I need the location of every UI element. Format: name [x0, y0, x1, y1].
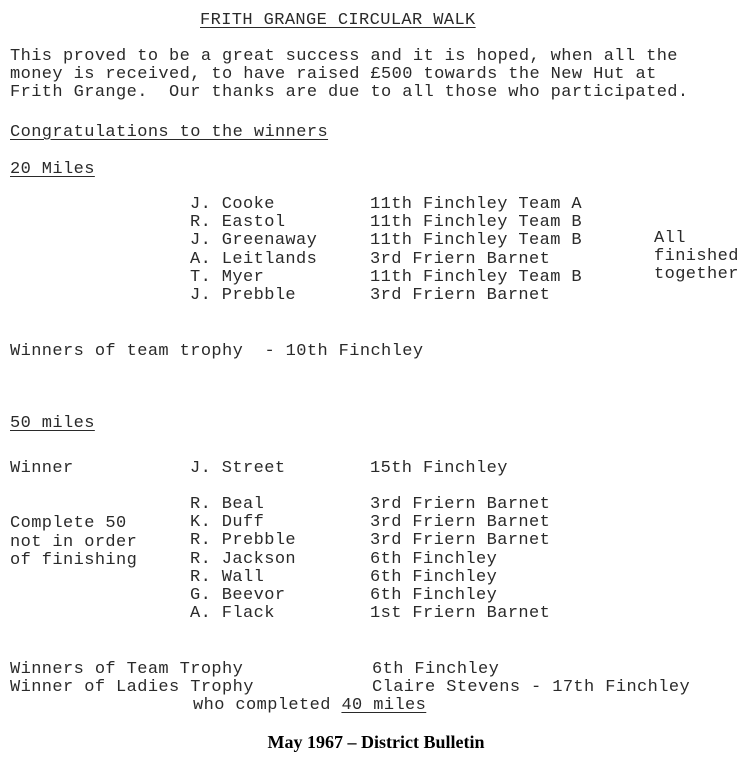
- finisher-name: R. Beal: [190, 495, 265, 514]
- finisher-name: R. Prebble: [190, 531, 297, 550]
- winner-team: 15th Finchley: [370, 459, 508, 478]
- finisher-team: 6th Finchley: [370, 586, 498, 605]
- fifty-miles-heading: 50 miles: [10, 414, 95, 433]
- finisher-team: 6th Finchley: [370, 568, 498, 587]
- ladies-trophy-value: Claire Stevens - 17th Finchley: [372, 678, 691, 697]
- intro-line-2: money is received, to have raised £500 towards the New Hut at: [10, 65, 657, 84]
- finisher-team: 3rd Friern Barnet: [370, 495, 551, 514]
- finisher-name: R. Jackson: [190, 550, 297, 569]
- finisher-team: 3rd Friern Barnet: [370, 286, 551, 305]
- finisher-name: R. Eastol: [190, 213, 286, 232]
- finisher-name: A. Flack: [190, 604, 275, 623]
- twenty-miles-heading: 20 Miles: [10, 160, 95, 179]
- finisher-team: 11th Finchley Team A: [370, 195, 583, 214]
- finisher-name: J. Cooke: [190, 195, 275, 214]
- finisher-team: 3rd Friern Barnet: [370, 531, 551, 550]
- finisher-name: R. Wall: [190, 568, 265, 587]
- finisher-name: G. Beevor: [190, 586, 286, 605]
- finisher-name: J. Greenaway: [190, 231, 318, 250]
- finished-together-note-1: All: [654, 229, 686, 248]
- team-trophy-label: Winners of Team Trophy: [10, 660, 244, 679]
- finished-together-note-3: together: [654, 265, 739, 284]
- ladies-note-miles: 40 miles: [341, 696, 427, 715]
- winner-name: J. Street: [190, 459, 286, 478]
- finished-together-note-2: finished: [654, 247, 739, 266]
- bulletin-caption: May 1967 – District Bulletin: [267, 732, 485, 752]
- winner-label: Winner: [10, 459, 74, 478]
- finisher-team: 11th Finchley Team B: [370, 213, 583, 232]
- finisher-name: A. Leitlands: [190, 250, 318, 269]
- complete-label-3: of finishing: [10, 551, 138, 570]
- ladies-trophy-note: [193, 697, 426, 715]
- complete-label-2: not in order: [10, 533, 138, 552]
- finisher-team: 1st Friern Barnet: [370, 604, 551, 623]
- twenty-miles-team-trophy: Winners of team trophy - 10th Finchley: [10, 342, 424, 361]
- intro-line-3: Frith Grange. Our thanks are due to all those who participated.: [10, 83, 689, 102]
- intro-line-1: This proved to be a great success and it is hoped, when all the: [10, 47, 678, 66]
- finisher-team: 3rd Friern Barnet: [370, 513, 551, 532]
- page-title: FRITH GRANGE CIRCULAR WALK: [200, 11, 476, 30]
- team-trophy-value: 6th Finchley: [372, 660, 500, 679]
- finisher-team: 3rd Friern Barnet: [370, 250, 551, 269]
- finisher-name: T. Myer: [190, 268, 265, 287]
- finisher-team: 11th Finchley Team B: [370, 268, 583, 287]
- finisher-name: J. Prebble: [190, 286, 297, 305]
- congratulations-heading: Congratulations to the winners: [10, 123, 329, 142]
- finisher-team: 6th Finchley: [370, 550, 498, 569]
- finisher-name: K. Duff: [190, 513, 265, 532]
- finisher-team: 11th Finchley Team B: [370, 231, 583, 250]
- ladies-note-prefix: who completed: [193, 696, 342, 715]
- ladies-trophy-label: Winner of Ladies Trophy: [10, 678, 254, 697]
- complete-label-1: Complete 50: [10, 514, 127, 533]
